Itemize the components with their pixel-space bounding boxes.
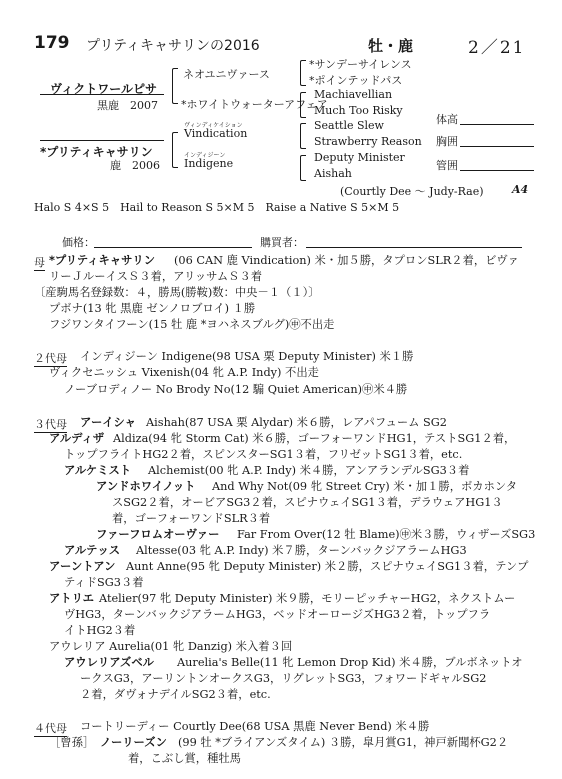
auntanne-text: Aunt Anne(95 牝 Deputy Minister) 米２勝，スピナウェイSG1３着，テンプ bbox=[126, 560, 529, 573]
height-label: 体高 bbox=[436, 113, 458, 126]
farfromover-text: Far From Over(12 牡 Blame)㊥米３勝，ウィザーズSG3 bbox=[237, 528, 536, 541]
dam-line5: フジワンタイフーン(15 牡 鹿 *ヨハネスブルグ)㊥不出走 bbox=[49, 318, 335, 331]
aldiza-name: アルディザ bbox=[49, 432, 105, 445]
price-label: 価格： bbox=[62, 236, 95, 249]
sire-dam: *ホワイトウォーターアフェア bbox=[181, 98, 328, 111]
aldiza-text: Aldiza(94 牝 Storm Cat) 米６勝，ゴーフォーワンドHG1，テストSG1２着， bbox=[113, 432, 516, 445]
price-blank bbox=[94, 247, 252, 248]
farfromover-name: ファーフロムオーヴァー bbox=[96, 528, 220, 541]
aureliasbelle-text2: ークスG3，アーリントンオークスG3，リグレットSG3，フォワードギャルSG2 bbox=[80, 672, 487, 685]
birth-date: 2／21 bbox=[468, 38, 526, 58]
chest-blank bbox=[460, 146, 534, 147]
buyer-label: 購買者： bbox=[260, 236, 304, 249]
dam-brace bbox=[172, 132, 178, 168]
andwhynot-text3: 着，ゴーフォーワンドSLR３着 bbox=[112, 512, 271, 525]
dss-name: Seattle Slew bbox=[314, 119, 384, 132]
alchemist-text: Alchemist(00 牝 A.P. Indy) 米４勝，アンアランデルSG3３着 bbox=[148, 464, 470, 477]
sds-name: Machiavellian bbox=[314, 88, 393, 101]
second-line2: ヴィクセニッシュ Vixenish(04 牝 A.P. Indy) 不出走 bbox=[49, 366, 319, 379]
second-line1: インディジーン Indigene(98 USA 栗 Deputy Minister) 米１勝 bbox=[80, 350, 414, 363]
norieason-text2: 着，こぶし賞，種牡馬 bbox=[128, 752, 241, 765]
sire-sire: ネオユニヴァース bbox=[183, 68, 270, 81]
dds-name: Deputy Minister bbox=[314, 151, 405, 164]
atelier-name: アトリエ bbox=[49, 592, 94, 605]
sd-brace bbox=[300, 92, 306, 118]
dsd-name: Strawberry Reason bbox=[314, 135, 422, 148]
aurelia-text: アウレリア Aurelia(01 牝 Danzig) 米入着３回 bbox=[49, 640, 293, 653]
dd-brace bbox=[300, 155, 306, 181]
dam-section-name: *プリティキャサリン bbox=[49, 254, 155, 267]
fourth-tag: ４代母 bbox=[34, 722, 67, 735]
aldiza-text2: トップフライトHG2２着，スピンスターSG1３着，フリゼットSG1３着，etc. bbox=[64, 448, 463, 461]
cannon-label: 管囲 bbox=[436, 159, 458, 172]
aureliasbelle-name: アウレリアズベル bbox=[64, 656, 154, 669]
ddd-name: Aishah bbox=[314, 167, 352, 180]
auntanne-text2: ティドSG3３着 bbox=[64, 576, 144, 589]
alchemist-name: アルケミスト bbox=[64, 464, 132, 477]
altesse-name: アルテッス bbox=[64, 544, 121, 557]
norieason-text: (99 牡 *ブライアンズタイム) ３勝，皐月賞G1，神戸新聞杯G2２ bbox=[178, 736, 509, 749]
sss-name: *サンデーサイレンス bbox=[309, 58, 412, 71]
lot-number: 179 bbox=[34, 33, 70, 53]
dam-line3: 〔産駒馬名登録数：４，勝馬(勝鞍)数：中央－１（１）〕 bbox=[34, 286, 320, 299]
dam-info: 鹿 2006 bbox=[110, 159, 160, 172]
kin-label: ［曾孫］ bbox=[49, 736, 95, 749]
sire-info: 黒鹿 2007 bbox=[97, 99, 158, 112]
inbreeding: Halo S 4×S 5 Hail to Reason S 5×M 5 Raise a Native S 5×M 5 bbox=[34, 201, 400, 214]
aishah-name: アーイシャ bbox=[80, 416, 136, 429]
andwhynot-text2: スSG2２着，オービアSG3２着，スピナウェイSG1３着，デラウェアHG1３ bbox=[112, 496, 503, 509]
second-line3: ノーブロディノー No Brody No(12 騸 Quiet American)㊥米４勝 bbox=[64, 383, 408, 396]
ss-brace bbox=[300, 60, 306, 86]
norieason-name: ノーリーズン bbox=[100, 736, 167, 749]
cannon-blank bbox=[460, 170, 534, 171]
dam-dam: Indigene bbox=[184, 157, 234, 170]
height-blank bbox=[460, 124, 534, 125]
fourth-line1: コートリーディー Courtly Dee(68 USA 黒鹿 Never Bend) 米４勝 bbox=[80, 720, 430, 733]
sdd-name: Much Too Risky bbox=[314, 104, 403, 117]
buyer-blank bbox=[306, 247, 522, 248]
dam-line2: リーＪルーイスＳ３着，アリッサムＳ３着 bbox=[49, 270, 263, 283]
horse-title: プリティキャサリンの2016 bbox=[86, 38, 260, 54]
dam-dam-ruby: インディジーン bbox=[184, 152, 226, 159]
andwhynot-text: And Why Not(09 牝 Street Cry) 米・加１勝，ボカホンタ bbox=[212, 480, 518, 493]
dam-line bbox=[40, 140, 164, 141]
sire-line bbox=[40, 94, 164, 95]
atelier-text3: イトHG2３着 bbox=[64, 624, 136, 637]
dam-sire: Vindication bbox=[184, 127, 248, 140]
dam-sire-ruby: ヴィンディケイション bbox=[184, 122, 243, 129]
andwhynot-name: アンドホワイノット bbox=[96, 480, 196, 493]
family-code: A4 bbox=[512, 183, 529, 196]
sire-name: ヴィクトワールピサ bbox=[50, 82, 158, 96]
dam-line4: プボナ(13 牝 黒鹿 ゼンノロブロイ) １勝 bbox=[49, 302, 256, 315]
aureliasbelle-text: Aurelia's Belle(11 牝 Lemon Drop Kid) 米４勝，ブルボネットオ bbox=[177, 656, 523, 669]
family-line: (Courtly Dee ～ Judy-Rae) bbox=[340, 185, 484, 198]
dam-line1: (06 CAN 鹿 Vindication) 米・加５勝，タプロンSLR２着，ビヴァ bbox=[174, 254, 519, 267]
altesse-text: Altesse(03 牝 A.P. Indy) 米７勝，ターンバックジアラームHG3 bbox=[136, 544, 467, 557]
auntanne-name: アーントアン bbox=[49, 560, 116, 573]
aureliasbelle-text3: ２着，ダヴォナデイルSG2３着，etc. bbox=[80, 688, 271, 701]
atelier-text: Atelier(97 牝 Deputy Minister) 米９勝，モリーピッチャーHG2，ネクストムー bbox=[99, 592, 516, 605]
dam-name: *プリティキャサリン bbox=[40, 145, 153, 159]
sire-brace bbox=[172, 68, 178, 104]
ssd-name: *ポインテッドパス bbox=[309, 74, 403, 87]
atelier-text2: ヴHG3，ターンバックジアラームHG3，ベッドオーロージズHG3２着，トップフラ bbox=[64, 608, 491, 621]
third-tag: ３代母 bbox=[34, 418, 67, 431]
second-tag: ２代母 bbox=[34, 352, 67, 365]
aishah-text: Aishah(87 USA 栗 Alydar) 米６勝，レアパフューム SG2 bbox=[146, 416, 447, 429]
sex-color: 牡・鹿 bbox=[368, 37, 414, 55]
dam-tag: 母 bbox=[34, 256, 45, 269]
ds-brace bbox=[300, 123, 306, 149]
chest-label: 胸囲 bbox=[436, 135, 458, 148]
